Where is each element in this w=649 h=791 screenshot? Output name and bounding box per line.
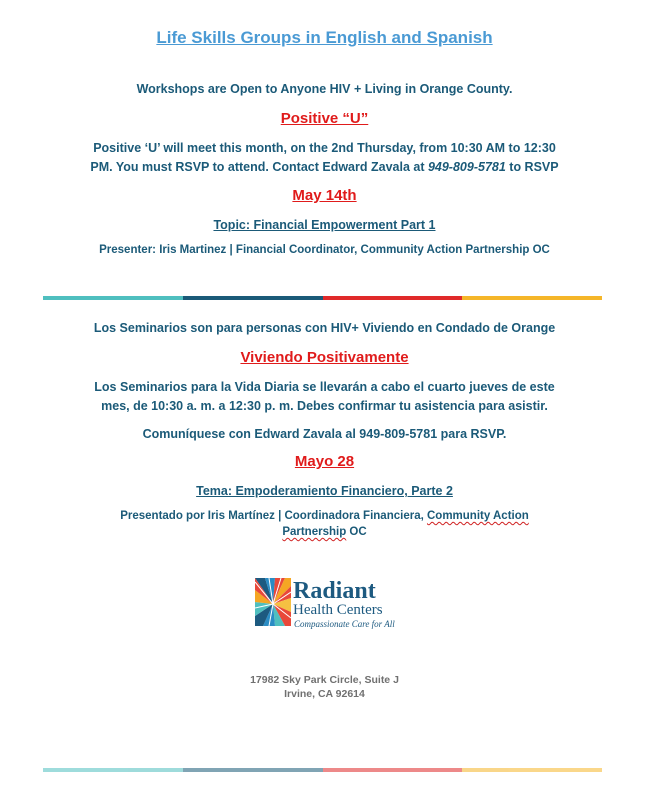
english-description-line-2 [0,158,649,177]
radiant-logo [255,578,395,630]
divider-segment-teal [43,768,183,772]
color-divider-top [43,296,602,300]
english-description-text: PM. You must RSVP to attend. Contact Edward Zavala at [90,160,428,174]
english-description-line-1: Positive ‘U’ will meet this month, on the 2nd Thursday, from 10:30 AM to 12:30 [93,141,556,155]
english-presenter: Presenter: Iris Martinez | Financial Coordinator, Community Action Partnership OC [99,244,550,256]
english-topic: Topic: Financial Empowerment Part 1 [213,218,436,232]
spanish-group-name: Viviendo Positivamente [240,349,409,366]
spanish-presenter-org-cont: Partnership [282,526,347,538]
divider-segment-gold [462,296,602,300]
divider-segment-red [323,296,463,300]
spanish-intro: Los Seminarios son para personas con HIV+ Viviendo en Condado de Orange [93,321,556,335]
page-title: Life Skills Groups in English and Spanish [156,28,493,47]
divider-segment-red [323,768,463,772]
english-intro: Workshops are Open to Anyone HIV + Living in Orange County. [136,82,513,96]
spanish-date: Mayo 28 [294,453,355,470]
spanish-contact: Comuníquese con Edward Zavala al 949-809-5781 para RSVP. [142,427,507,441]
spanish-topic: Tema: Empoderamiento Financiero, Parte 2 [196,484,453,498]
logo-tagline: Compassionate Care for All [294,619,395,629]
logo-name: Radiant [293,578,376,604]
english-date: May 14th [292,187,357,204]
logo-subtitle: Health Centers [293,602,383,618]
spanish-presenter-line-1 [0,510,649,522]
spanish-presenter-text: Presentado por Iris Martínez | Coordinadora Financiera, [120,510,427,522]
divider-segment-navy [183,768,323,772]
divider-segment-teal [43,296,183,300]
logo-sunburst-icon [255,578,291,626]
english-group-name: Positive “U” [280,110,369,127]
address-line-2: Irvine, CA 92614 [284,688,365,700]
spanish-presenter-org: Community Action [426,510,529,522]
spanish-description-line-2: mes, de 10:30 a. m. a 12:30 p. m. Debes confirmar tu asistencia para asistir. [101,399,548,413]
spanish-presenter-oc: OC [346,526,367,538]
divider-segment-navy [183,296,323,300]
color-divider-bottom [43,768,602,772]
spanish-presenter-line-2 [0,526,649,538]
spanish-description-line-1: Los Seminarios para la Vida Diaria se llevarán a cabo el cuarto jueves de este [94,380,555,394]
english-phone-number: 949-809-5781 [427,160,506,174]
address-line-1: 17982 Sky Park Circle, Suite J [250,674,399,686]
english-description-rsvp: to RSVP [505,160,559,174]
divider-segment-gold [462,768,602,772]
